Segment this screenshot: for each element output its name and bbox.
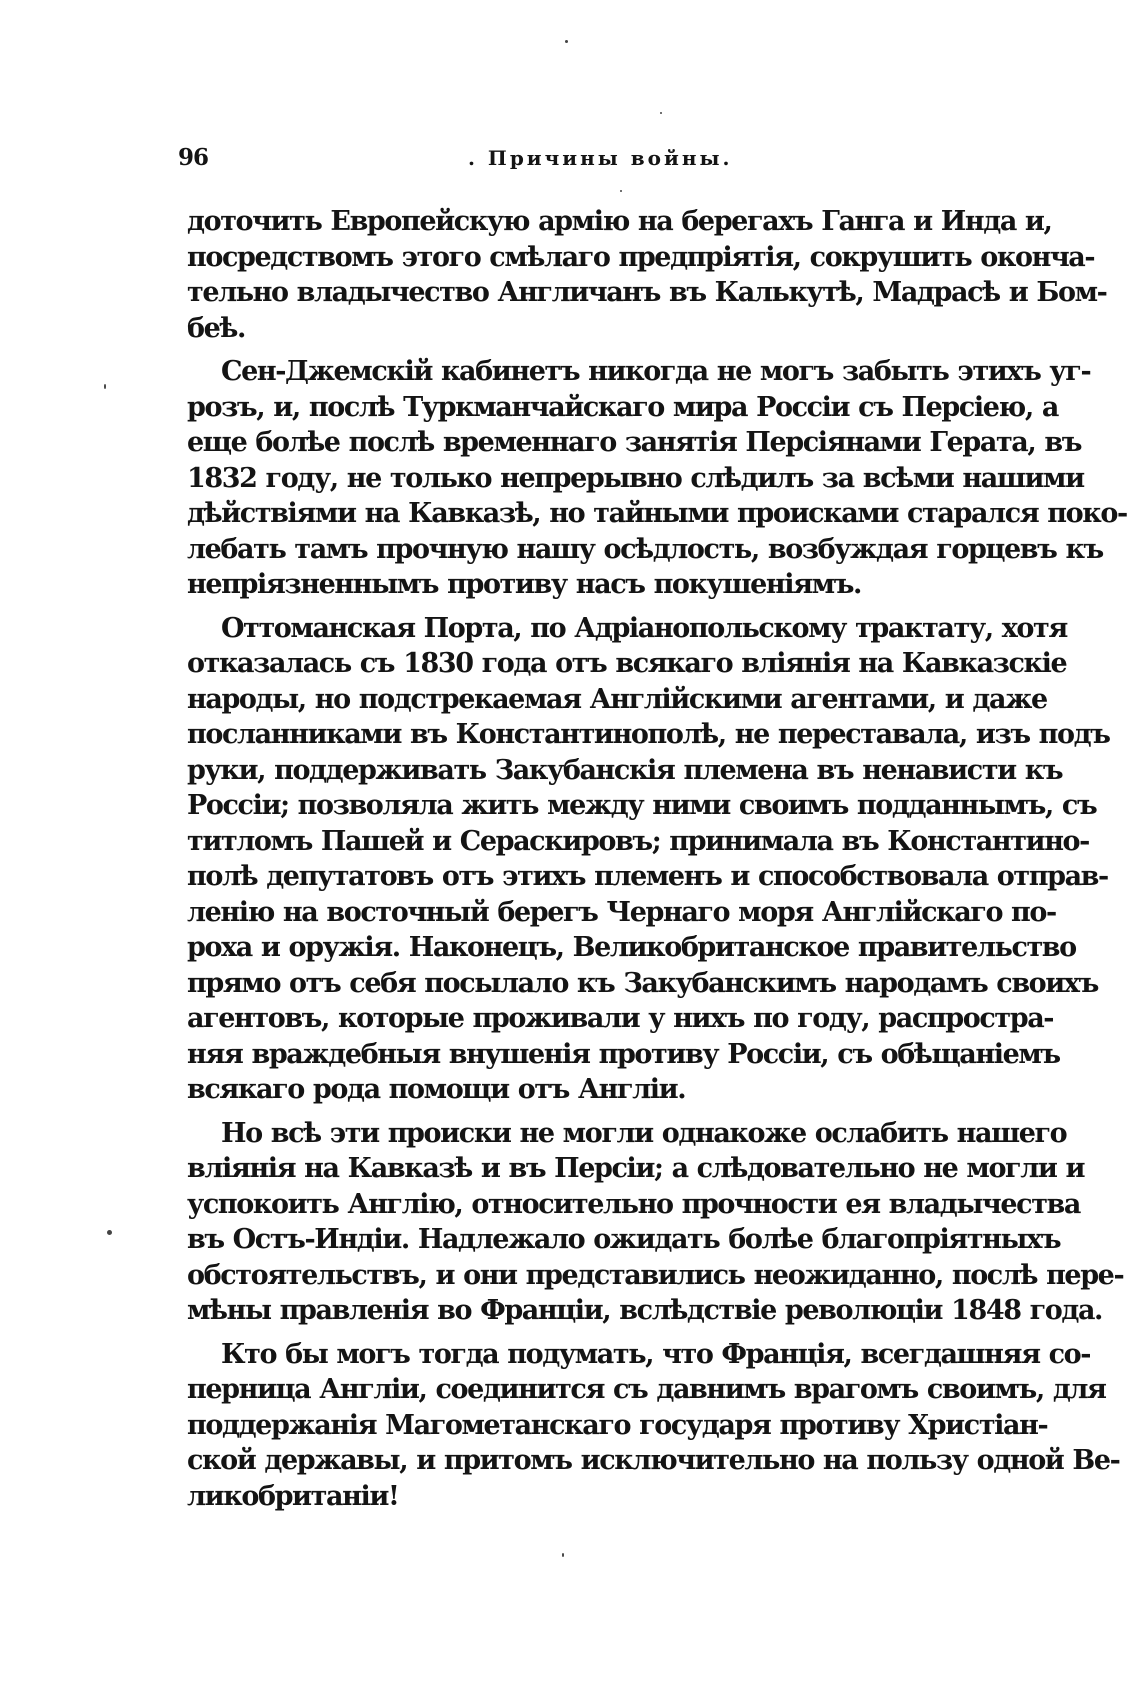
scan-speck [104,384,106,389]
text-line: дѣйствіями на Кавказѣ, но тайными происками старался поко- [187,498,1127,529]
text-line: ликобританіи! [187,1480,399,1512]
paragraph [187,204,1107,346]
text-line: Сен-Джемскій кабинетъ никогда не могъ забыть этихъ уг- [221,356,1091,387]
text-line: Оттоманская Порта, по Адріанопольскому трактату, хотя [221,612,1067,644]
text-line: агентовъ, которые проживали у нихъ по году, распростра- [187,1003,1054,1034]
text-line: доточить Европейскую армію на берегахъ Ганга и Инда и, [187,206,1052,237]
running-title: . Причины войны. [468,146,733,170]
paragraph-gap [187,603,1015,611]
text-line: вліянія на Кавказѣ и въ Персіи; а слѣдовательно не могли и [187,1153,1085,1184]
page-header [178,143,1018,179]
text-line: посланниками въ Константинополѣ, не переставала, изъ подъ [187,719,1110,750]
text-line: непріязненнымъ противу насъ покушеніямъ. [187,569,862,600]
text-line: въ Остъ-Индіи. Надлежало ожидать болѣе благопріятныхъ [187,1224,1061,1255]
text-line: беѣ. [187,312,245,344]
text-line: поддержанія Магометанскаго государя противу Христіан- [187,1409,1048,1441]
text-line: отказалась съ 1830 года отъ всякаго вліянія на Кавказскіе [187,648,1067,679]
paragraph [187,1337,1120,1515]
text-line: Кто бы могъ тогда подумать, что Франція, всегдашняя со- [221,1338,1091,1370]
text-line: народы, но подстрекаемая Англійскими агентами, и даже [187,683,1047,715]
text-line: Но всѣ эти происки не могли однакоже ослабить нашего [221,1117,1067,1149]
text-line: 1832 году, не только непрерывно слѣдилъ за всѣми нашими [187,462,1084,494]
text-line: лебать тамъ прочную нашу осѣдлость, возбуждая горцевъ къ [187,533,1103,565]
scan-speck [107,1230,112,1235]
text-line: ленію на восточный берегъ Чернаго моря Англійскаго по- [187,896,1056,928]
text-line: титломъ Пашей и Сераскировъ; принимала въ Константино- [187,825,1089,857]
paragraph-gap [187,1329,1015,1337]
text-line: обстоятельствъ, и они представились неожиданно, послѣ пере- [187,1259,1124,1291]
paragraph [187,354,1127,603]
text-line: успокоить Англію, относительно прочности ея владычества [187,1188,1080,1220]
body-text [187,204,1127,1514]
scan-speck [660,112,662,114]
text-line: Россіи; позволяла жить между ними своимъ подданнымъ, съ [187,790,1097,821]
text-line: ской державы, и притомъ исключительно на пользу одной Ве- [187,1445,1120,1476]
text-line: мѣны правленія во Франціи, вслѣдствіе революціи 1848 года. [187,1295,1103,1326]
text-line: тельно владычество Англичанъ въ Калькутѣ, Мадрасѣ и Бом- [187,277,1107,308]
paragraph [187,1116,1124,1329]
scan-speck [565,40,568,43]
text-line: еще болѣе послѣ временнаго занятія Персіянами Герата, въ [187,427,1082,458]
text-line: перница Англіи, соединится съ давнимъ врагомъ своимъ, для [187,1374,1106,1405]
paragraph-gap [187,1108,1015,1116]
text-line: руки, поддерживать Закубанскія племена въ ненависти къ [187,754,1063,786]
scan-speck [562,1553,564,1557]
text-line: всякаго рода помощи отъ Англіи. [187,1074,686,1105]
paragraph-gap [187,346,1015,354]
text-line: роха и оружія. Наконецъ, Великобританское правительство [187,932,1076,963]
paragraph [187,611,1110,1108]
text-line: посредствомъ этого смѣлаго предпріятія, сокрушить оконча- [187,241,1095,273]
scan-speck [620,190,622,192]
text-line: полѣ депутатовъ отъ этихъ племенъ и способствовала отправ- [187,861,1108,892]
text-line: розъ, и, послѣ Туркманчайскаго мира Россіи съ Персіею, а [187,391,1058,423]
text-line: прямо отъ себя посылало къ Закубанскимъ народамъ своихъ [187,967,1098,999]
text-line: няя враждебныя внушенія противу Россіи, съ обѣщаніемъ [187,1038,1060,1070]
page-number: 96 [178,144,209,171]
